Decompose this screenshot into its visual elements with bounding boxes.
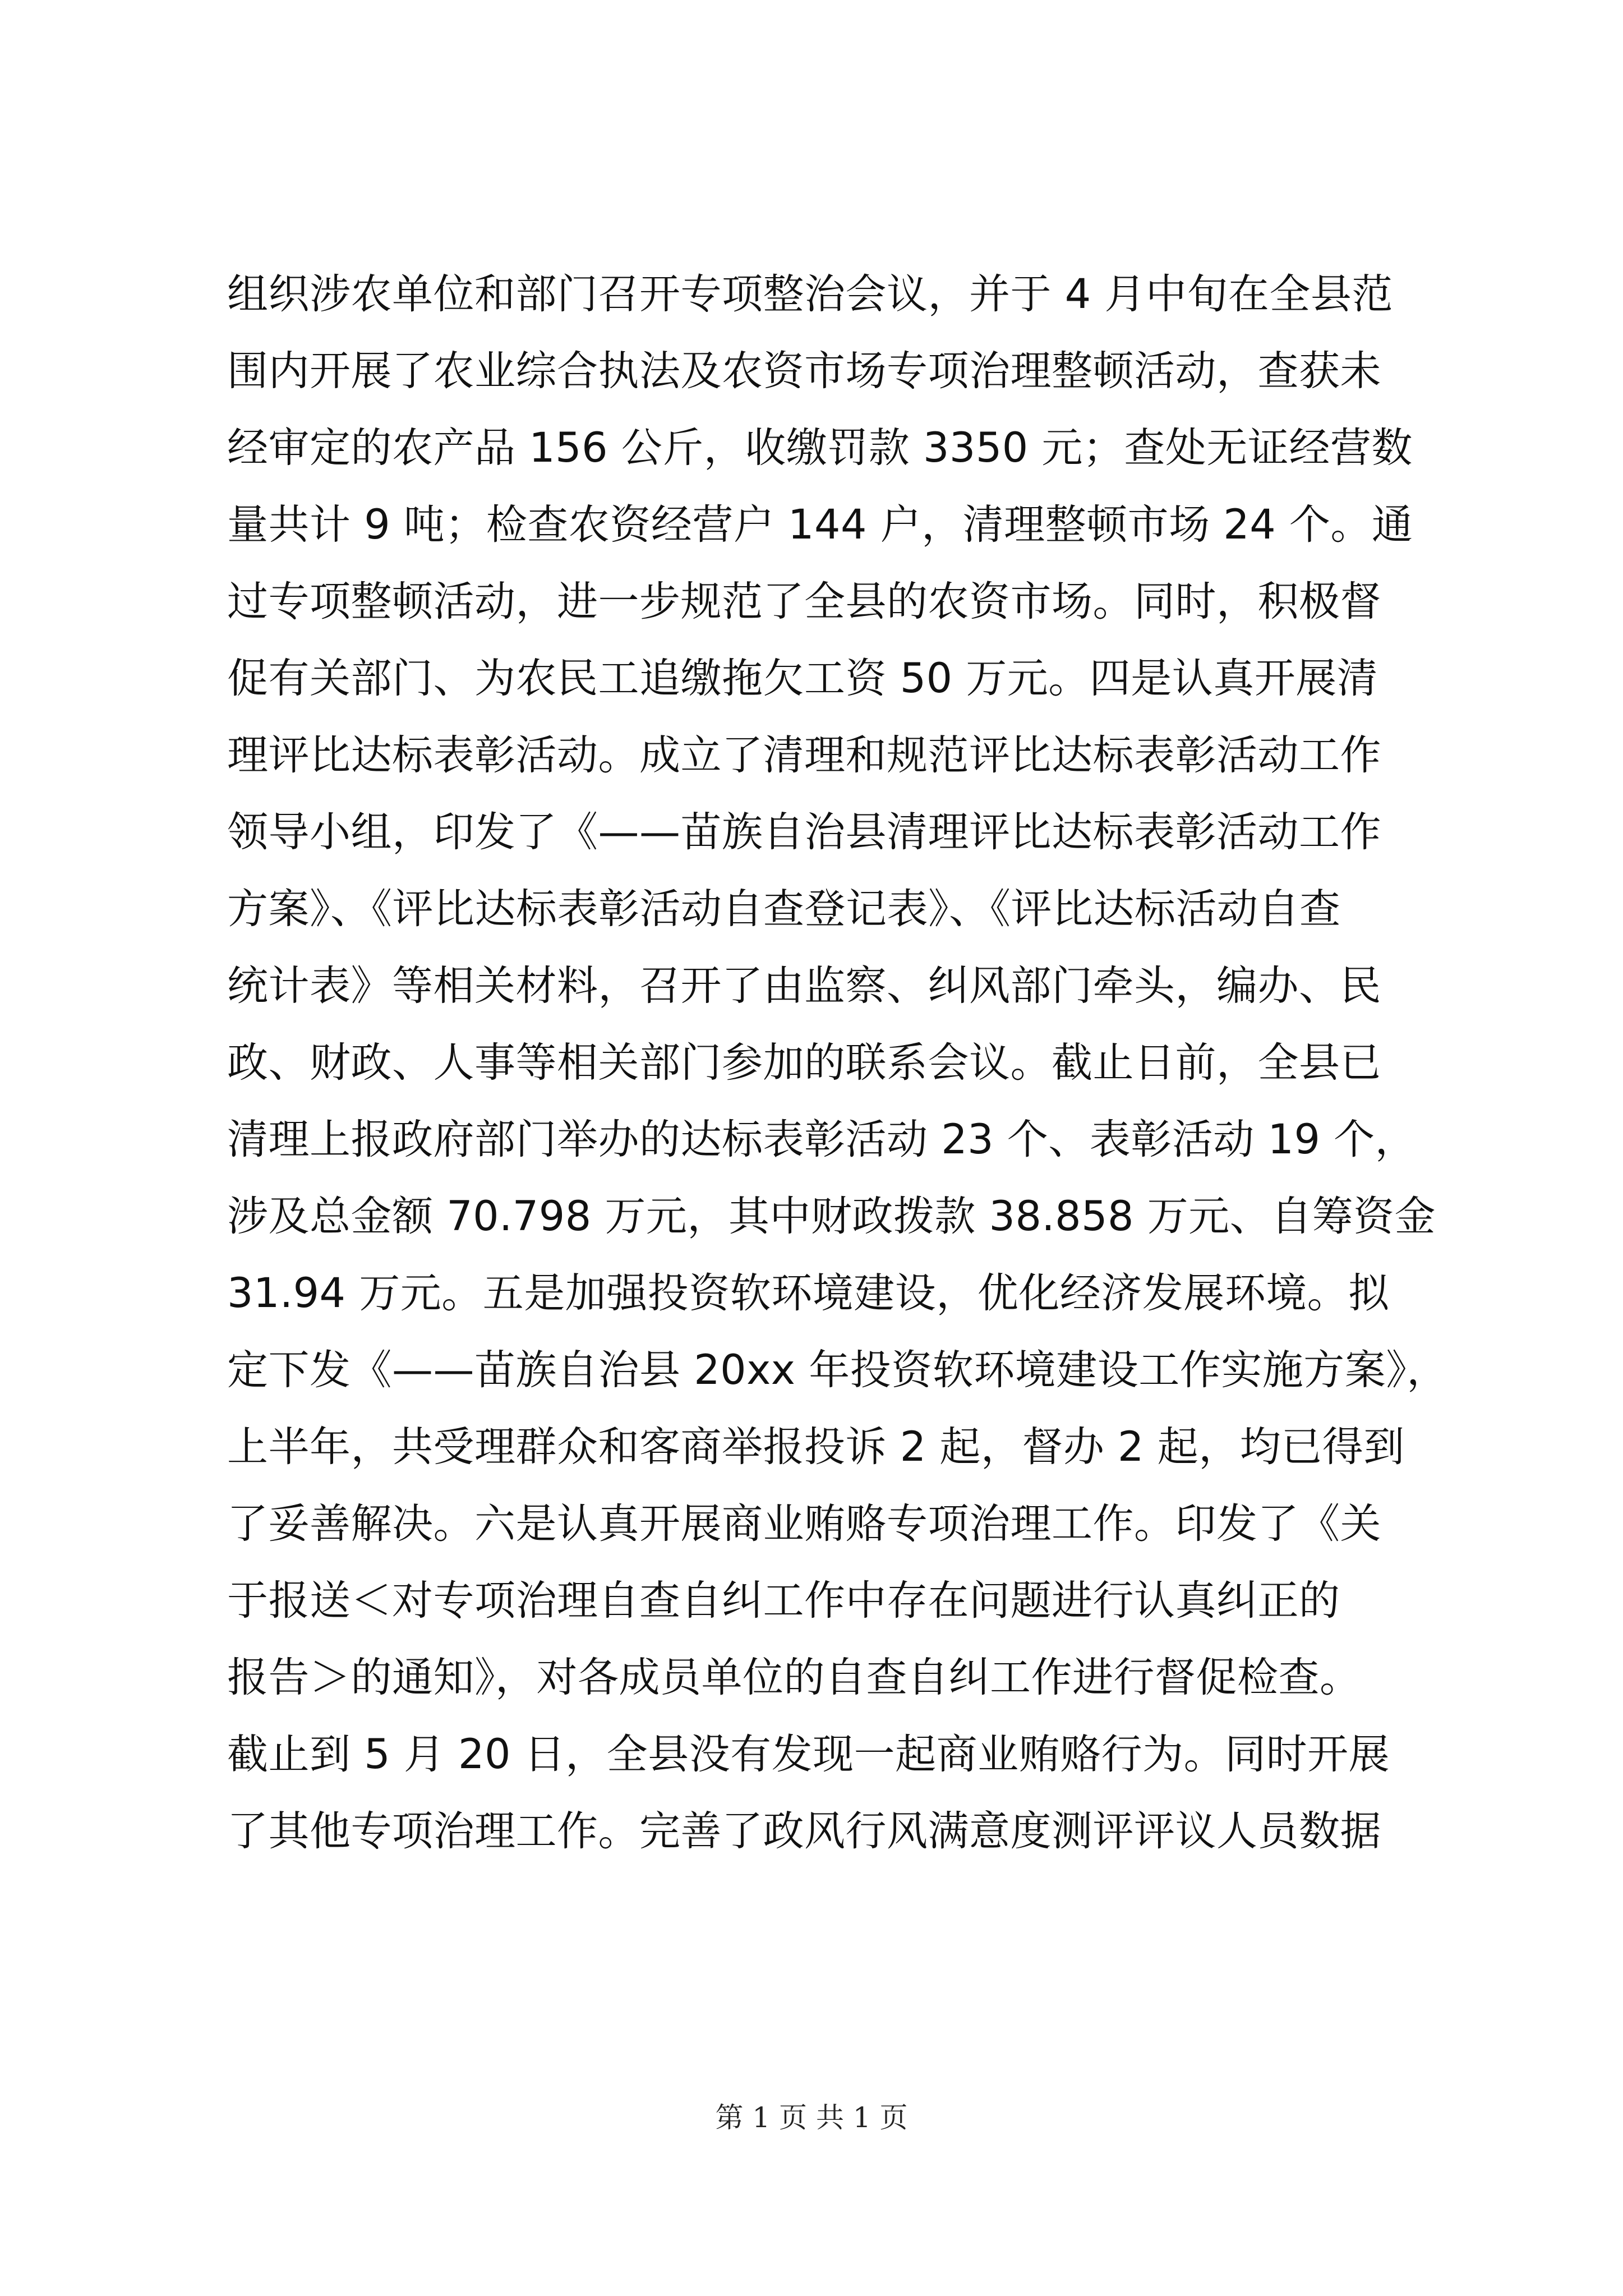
text-line: 上半年，共受理群众和客商举报投诉 2 起，督办 2 起，均已得到 [227, 1423, 1405, 1471]
text-line: 量共计 9 吨；检查农资经营户 144 户，清理整顿市场 24 个。通 [227, 501, 1413, 549]
text-line: 组织涉农单位和部门召开专项整治会议，并于 4 月中旬在全县范 [227, 270, 1393, 318]
text-line: 过专项整顿活动，进一步规范了全县的农资市场。同时，积极督 [227, 578, 1381, 625]
text-line: 于报送＜对专项治理自查自纠工作中存在问题进行认真纠正的 [227, 1577, 1340, 1625]
text-line: 围内开展了农业综合执法及农资市场专项治理整顿活动，查获未 [227, 347, 1381, 395]
page-footer [0, 2098, 1623, 2137]
text-line: 涉及总金额 70.798 万元，其中财政拨款 38.858 万元、自筹资金 [227, 1193, 1436, 1240]
text-line: 报告＞的通知》，对各成员单位的自查自纠工作进行督促检查。 [227, 1654, 1361, 1701]
page-number-label: 第 1 页 共 1 页 [715, 2101, 908, 2134]
text-line: 统计表》等相关材料，召开了由监察、纠风部门牵头，编办、民 [227, 962, 1381, 1010]
text-line: 了妥善解决。六是认真开展商业贿赂专项治理工作。印发了《关 [227, 1500, 1381, 1548]
text-line: 定下发《——苗族自治县 20xx 年投资软环境建设工作实施方案》， [227, 1346, 1448, 1394]
text-line: 方案》、《评比达标表彰活动自查登记表》、《评比达标活动自查 [227, 885, 1341, 933]
text-line: 促有关部门、为农民工追缴拖欠工资 50 万元。四是认真开展清 [227, 655, 1378, 702]
text-line: 经审定的农产品 156 公斤，收缴罚款 3350 元；查处无证经营数 [227, 424, 1413, 472]
text-line: 了其他专项治理工作。完善了政风行风满意度测评评议人员数据 [227, 1807, 1381, 1855]
text-line: 政、财政、人事等相关部门参加的联系会议。截止日前，全县已 [227, 1039, 1381, 1087]
text-line: 清理上报政府部门举办的达标表彰活动 23 个、表彰活动 19 个， [227, 1116, 1417, 1163]
text-line: 理评比达标表彰活动。成立了清理和规范评比达标表彰活动工作 [227, 731, 1381, 779]
text-line: 截止到 5 月 20 日，全县没有发现一起商业贿赂行为。同时开展 [227, 1731, 1390, 1778]
text-line: 31.94 万元。五是加强投资软环境建设，优化经济发展环境。拟 [227, 1269, 1390, 1317]
text-line: 领导小组，印发了《——苗族自治县清理评比达标表彰活动工作 [227, 808, 1381, 856]
